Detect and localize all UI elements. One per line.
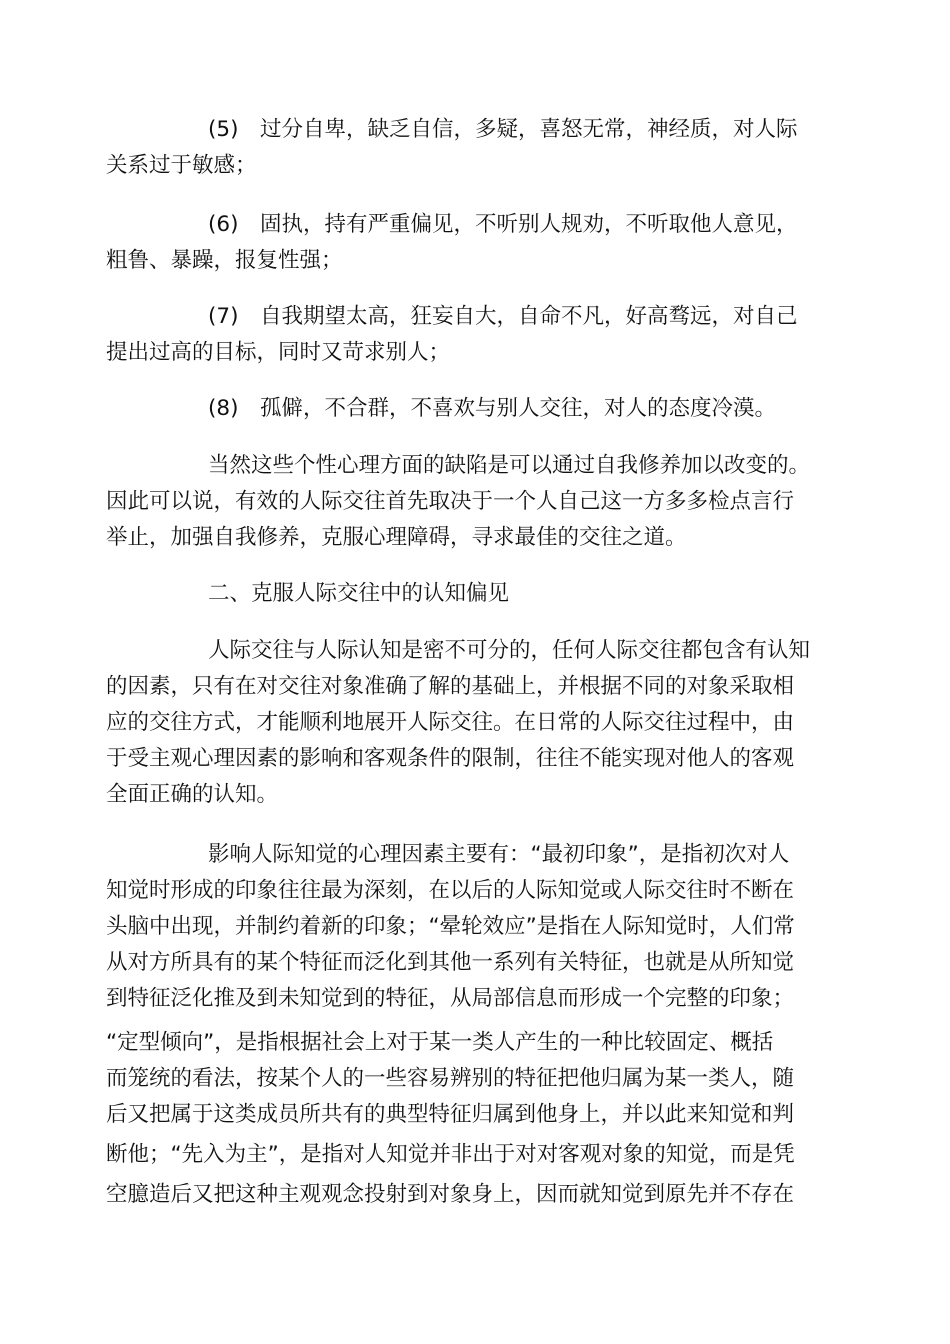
paragraph-line: 人际交往与人际认知是密不可分的，任何人际交往都包含有认知 <box>208 638 811 663</box>
paragraph-line: “定型倾向”，是指根据社会上对于某一类人产生的一种比较固定、概括 <box>106 1030 774 1055</box>
list-item-5-cont: 关系过于敏感； <box>106 153 257 178</box>
item-text: 自我期望太高，狂妄自大，自命不凡，好高骛远，对自己 <box>260 304 798 329</box>
list-item-6-cont: 粗鲁、暴躁，报复性强； <box>106 248 343 273</box>
paragraph-line: 因此可以说，有效的人际交往首先取决于一个人自己这一方多多检点言行 <box>106 489 795 514</box>
item-text: 固执，持有严重偏见，不听别人规劝，不听取他人意见， <box>260 212 798 237</box>
paragraph-line: 头脑中出现，并制约着新的印象；“晕轮效应”是指在人际知觉时，人们常 <box>106 914 795 939</box>
paragraph-line: 后又把属于这类成员所共有的典型特征归属到他身上，并以此来知觉和判 <box>106 1102 795 1127</box>
paragraph-line: 当然这些个性心理方面的缺陷是可以通过自我修养加以改变的。 <box>208 453 811 478</box>
paragraph-line: 断他；“先入为主”，是指对人知觉并非出于对对客观对象的知觉，而是凭 <box>106 1142 795 1167</box>
paragraph-line: 到特征泛化推及到未知觉到的特征，从局部信息而形成一个完整的印象； <box>106 986 795 1011</box>
list-item-5 <box>208 115 838 145</box>
item-number: (5) <box>208 117 239 142</box>
paragraph-line: 于受主观心理因素的影响和客观条件的限制，往往不能实现对他人的客观 <box>106 746 795 771</box>
item-number: (8) <box>208 396 239 421</box>
paragraph-line: 全面正确的认知。 <box>106 782 279 807</box>
paragraph-line: 影响人际知觉的心理因素主要有：“最初印象”，是指初次对人 <box>208 842 790 867</box>
list-item-8 <box>208 394 838 424</box>
paragraph-line: 应的交往方式，才能顺利地展开人际交往。在日常的人际交往过程中，由 <box>106 710 795 735</box>
list-item-7-cont: 提出过高的目标，同时又苛求别人； <box>106 340 451 365</box>
item-text: 孤僻，不合群，不喜欢与别人交往，对人的态度冷漠。 <box>260 396 777 421</box>
item-number: (6) <box>208 212 239 237</box>
paragraph-line: 而笼统的看法，按某个人的一些容易辨别的特征把他归属为某一类人，随 <box>106 1066 795 1091</box>
paragraph-line: 从对方所具有的某个特征而泛化到其他一系列有关特征，也就是从所知觉 <box>106 950 795 975</box>
paragraph-line: 空臆造后又把这种主观观念投射到对象身上，因而就知觉到原先并不存在 <box>106 1182 795 1207</box>
section-heading: 二、克服人际交往中的认知偏见 <box>208 581 510 606</box>
item-text: 过分自卑，缺乏自信，多疑，喜怒无常，神经质，对人际 <box>260 117 798 142</box>
paragraph-line: 的因素，只有在对交往对象准确了解的基础上，并根据不同的对象采取相 <box>106 674 795 699</box>
paragraph-line: 知觉时形成的印象往往最为深刻，在以后的人际知觉或人际交往时不断在 <box>106 878 795 903</box>
item-number: (7) <box>208 304 239 329</box>
list-item-7 <box>208 302 838 332</box>
list-item-6 <box>208 210 838 240</box>
paragraph-line: 举止，加强自我修养，克服心理障碍，寻求最佳的交往之道。 <box>106 525 687 550</box>
